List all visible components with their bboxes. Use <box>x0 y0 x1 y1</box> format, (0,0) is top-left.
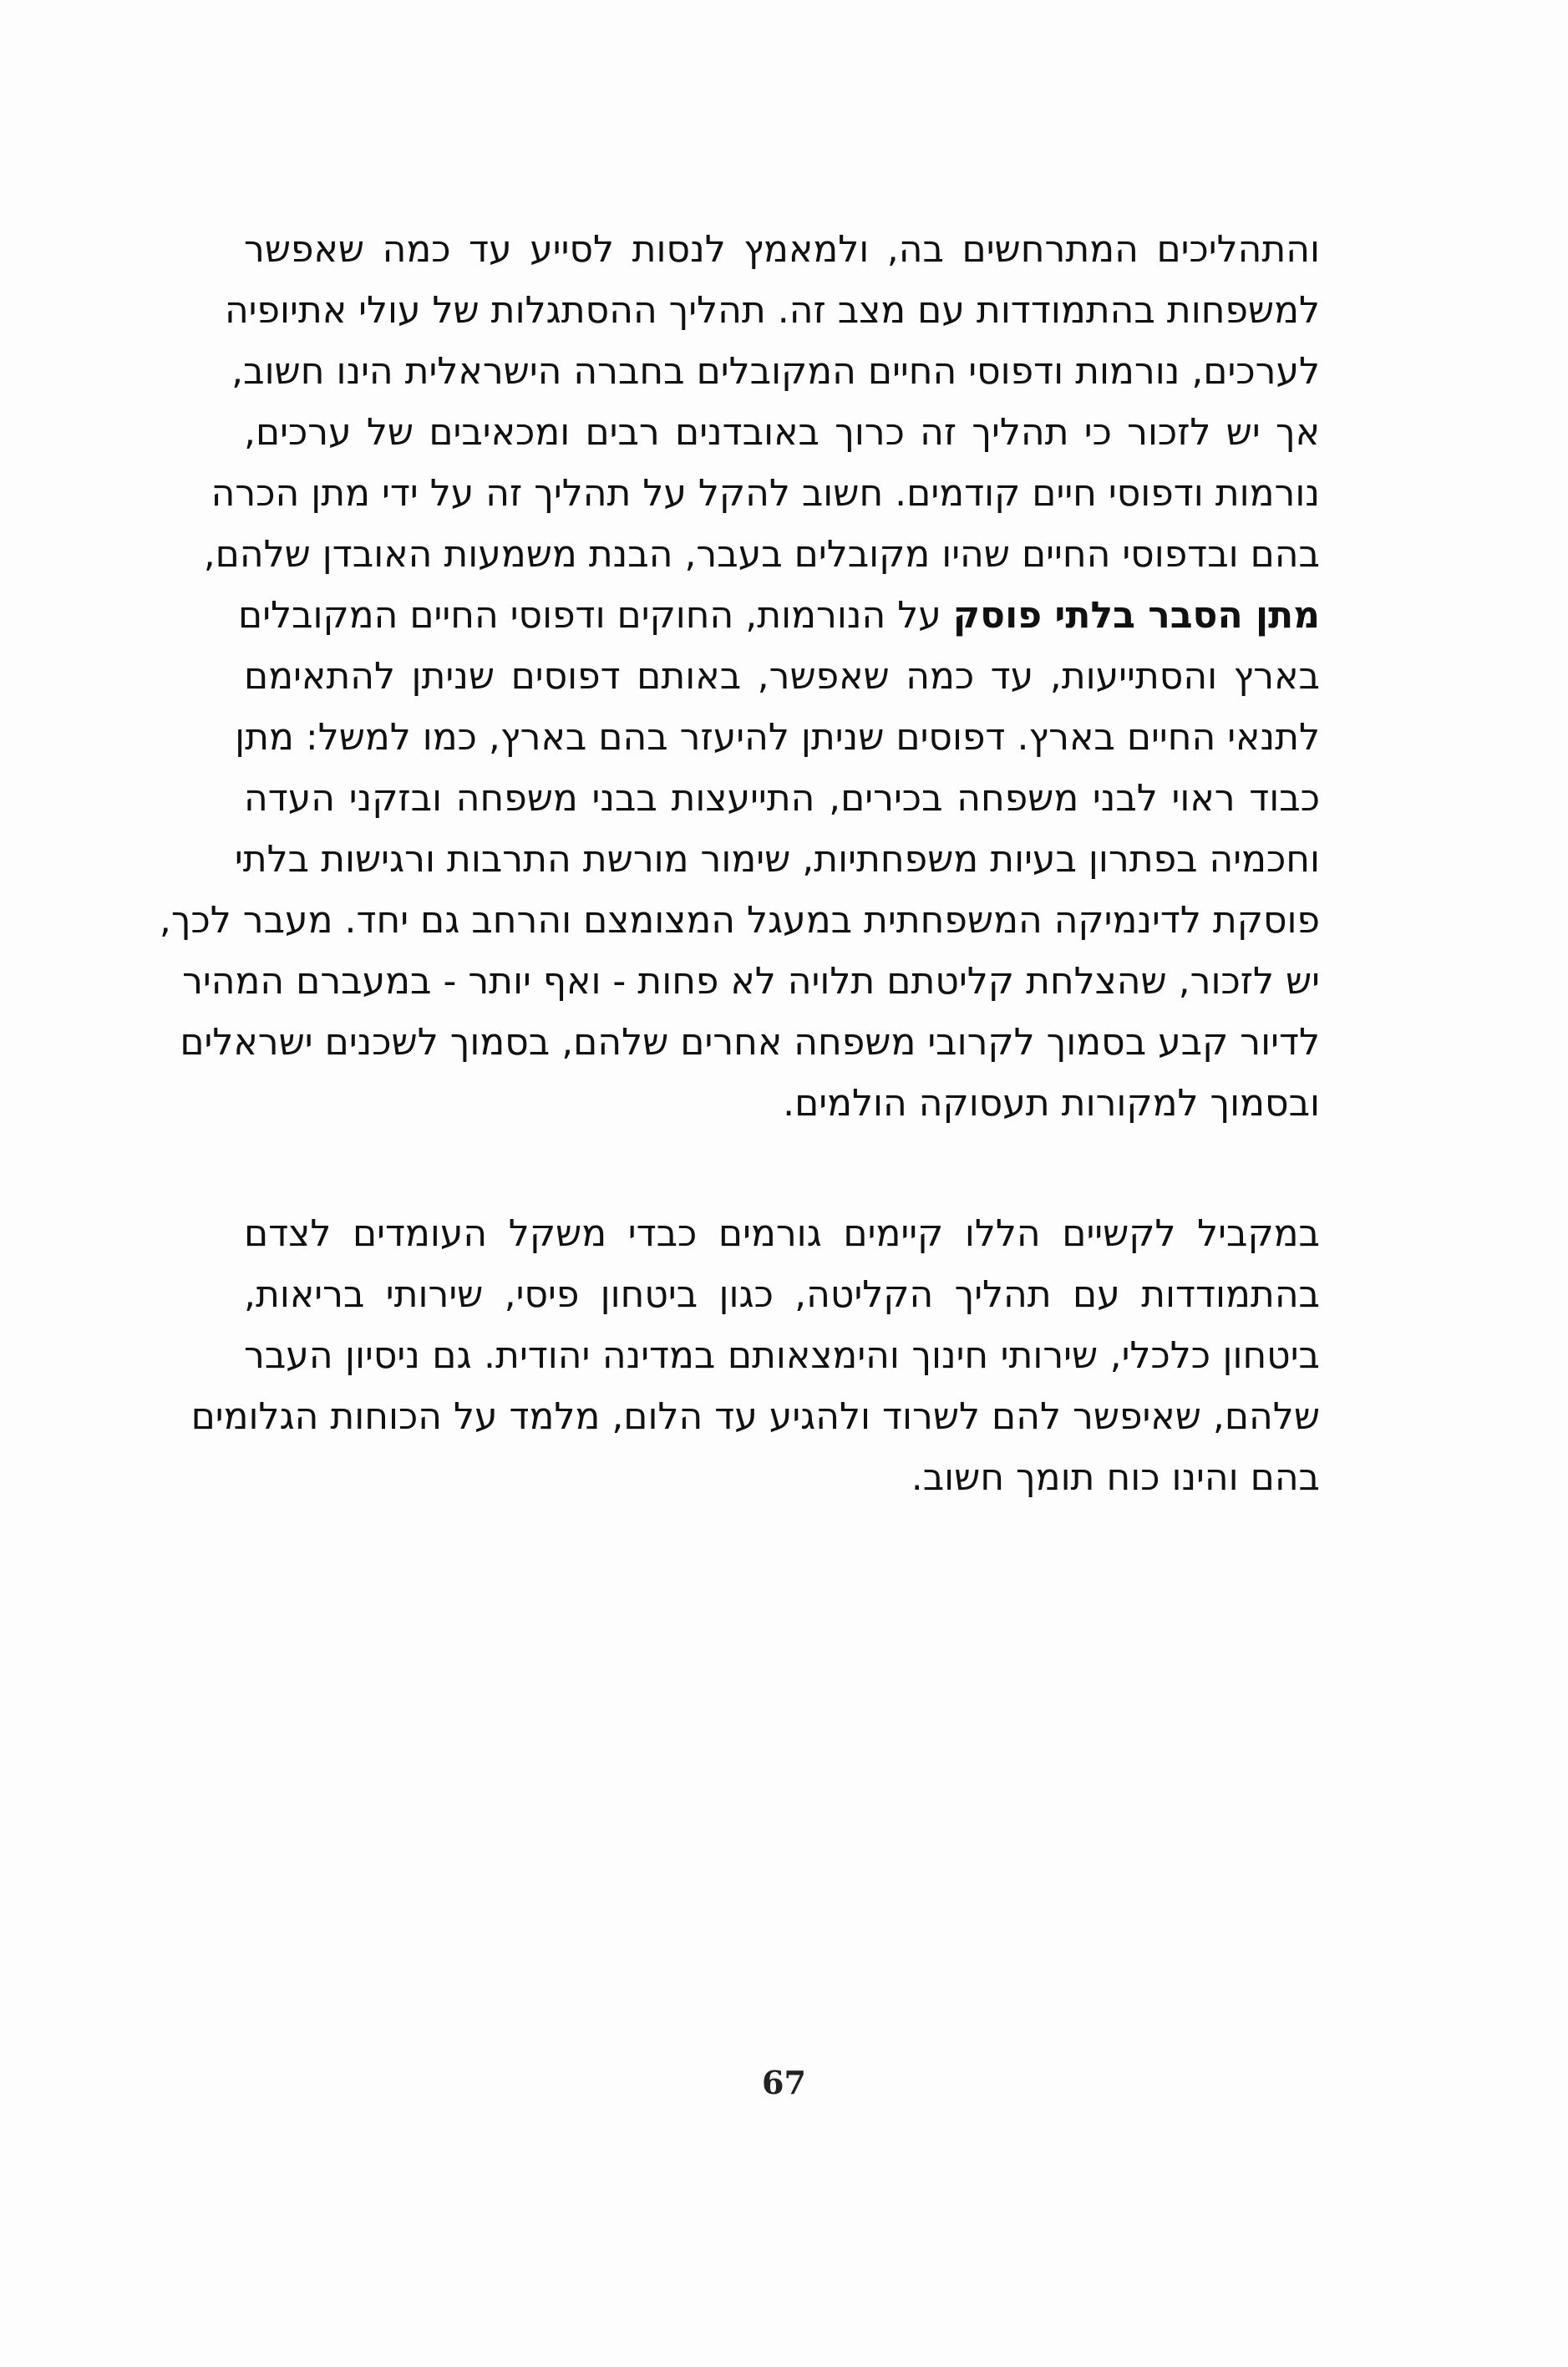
paragraph-2 <box>190 1203 1320 1508</box>
text-line: בארץ והסתייעות, עד כמה שאפשר, באותם דפוסים שניתן להתאימם <box>244 655 1320 698</box>
text-line: יש לזכור, שהצלחת קליטתם תלויה לא פחות - ואף יותר - במעברם המהיר <box>182 960 1320 1003</box>
text-line-with-bold <box>238 585 1320 646</box>
text-line: ובסמוך למקורות תעסוקה הולמים. <box>783 1082 1320 1125</box>
text-line: במקביל לקשיים הללו קיימים גורמים כבדי משקל העומדים לצדם <box>244 1212 1320 1255</box>
text-line: לתנאי החיים בארץ. דפוסים שניתן להיעזר בהם בארץ, כמו למשל: מתן <box>235 716 1320 759</box>
text-line: ביטחון כלכלי, שירותי חינוך והימצאותם במדינה יהודית. גם ניסיון העבר <box>244 1334 1320 1377</box>
text-line: נורמות ודפוסי חיים קודמים. חשוב להקל על תהליך זה על ידי מתן הכרה <box>211 472 1320 515</box>
text-line: כבוד ראוי לבני משפחה בכירים, התייעצות בבני משפחה ובזקני העדה <box>244 777 1320 820</box>
text-line: והתהליכים המתרחשים בה, ולמאמץ לנסות לסייע עד כמה שאפשר <box>244 228 1320 271</box>
text-line-rest: על הנורמות, החוקים ודפוסי החיים המקובלים <box>238 594 953 637</box>
text-line: בהם והינו כוח תומך חשוב. <box>911 1456 1320 1499</box>
text-line: פוסקת לדינמיקה המשפחתית במעגל המצומצם והרחב גם יחד. מעבר לכך, <box>159 899 1320 942</box>
text-line: בהם ובדפוסי החיים שהיו מקובלים בעבר, הבנת משמעות האובדן שלהם, <box>203 533 1320 576</box>
bold-phrase: מתן הסבר בלתי פוסק <box>952 594 1320 637</box>
text-line: בהתמודדות עם תהליך הקליטה, כגון ביטחון פיסי, שירותי בריאות, <box>244 1273 1320 1316</box>
text-line: שלהם, שאיפשר להם לשרוד ולהגיע עד הלום, מלמד על הכוחות הגלומים <box>190 1395 1320 1438</box>
text-line: לדיור קבע בסמוך לקרובי משפחה אחרים שלהם, בסמוך לשכנים ישראלים <box>180 1021 1320 1064</box>
text-line: אך יש לזכור כי תהליך זה כרוך באובדנים רבים ומכאיבים של ערכים, <box>244 411 1320 454</box>
page-number: 67 <box>762 2064 806 2101</box>
paragraph-1 <box>159 219 1320 1134</box>
text-line: למשפחות בהתמודדות עם מצב זה. תהליך ההסתגלות של עולי אתיופיה <box>224 289 1320 332</box>
text-line: לערכים, נורמות ודפוסי החיים המקובלים בחברה הישראלית הינו חשוב, <box>231 350 1320 393</box>
text-line: וחכמיה בפתרון בעיות משפחתיות, שימור מורשת התרבות ורגישות בלתי <box>234 838 1320 881</box>
